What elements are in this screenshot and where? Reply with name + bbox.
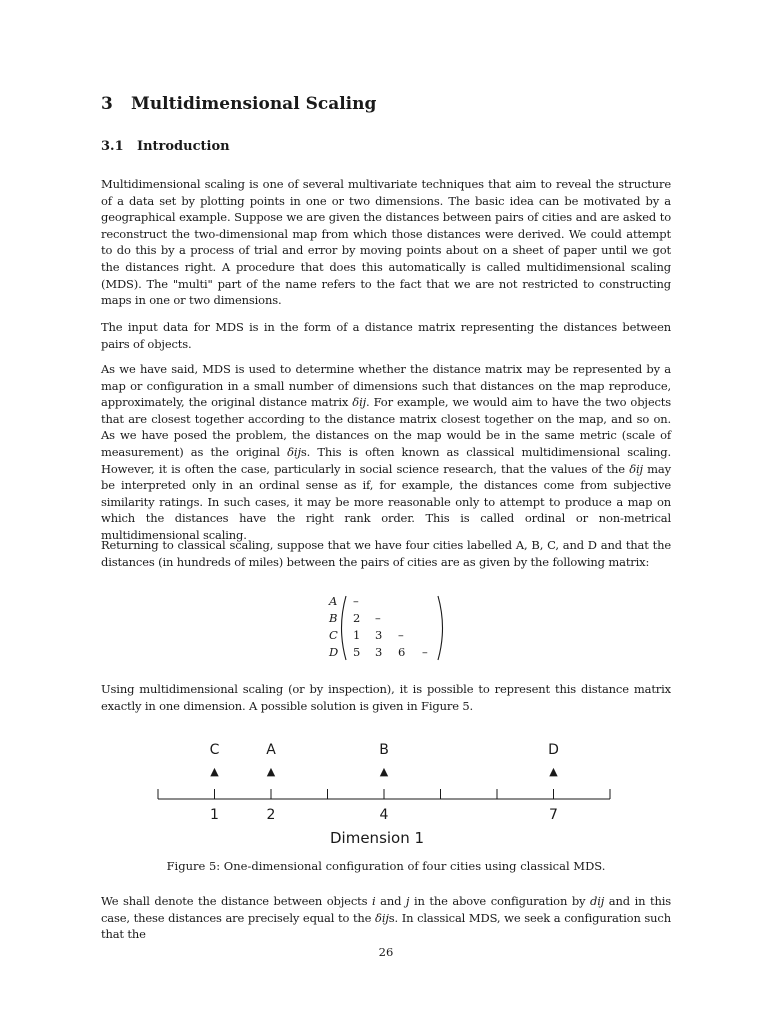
subsection-title: Introduction bbox=[137, 139, 230, 154]
matrix-row-label: D bbox=[329, 645, 339, 659]
tick-label: 4 bbox=[379, 807, 389, 823]
matrix-row-label: C bbox=[329, 628, 338, 642]
paragraph-3-text-d: may be interpreted only in an ordinal sense as if, for example, the distances come from subjective similarity ratings. In such cases, it may be more reasonable only to attempt to produce a map on which the distances have the right rank order. This is called ordinal or non-metrical multidimensional scaling. bbox=[101, 461, 671, 542]
delta-ij-symbol: δij bbox=[375, 910, 389, 925]
figure-5-configuration bbox=[150, 738, 620, 854]
figure-caption: Figure 5: One-dimensional configuration of four cities using classical MDS. bbox=[166, 859, 606, 873]
delta-ij-symbol: δij bbox=[287, 444, 301, 459]
matrix-cell: 2 bbox=[353, 611, 361, 625]
paragraph-1: Multidimensional scaling is one of several multivariate techniques that aim to reveal the structure of a data set by plotting points in one or two dimensions. The basic idea can be motivated by a geographical example. Suppose we are given the distances between pairs of cities and are asked to reconstruct the two-dimensional map from which those distances were derived. We could attempt to do this by a process of trial and error by moving points about on a sheet of paper until we got the distances right. A procedure that does this automatically is called multidimensional scaling (MDS). The "multi" part of the name refers to the fact that we are not restricted to constructing maps in one or two dimensions. bbox=[101, 177, 671, 308]
delta-ij-symbol: δij bbox=[352, 395, 367, 410]
paragraph-3-text-a: As we have said, MDS is used to determine whether the distance matrix may be represented by a map or configuration in a small number of dimensions such that distances on the map reproduce, approximately, the original distance matrix bbox=[101, 362, 671, 410]
paragraph-3 bbox=[101, 361, 671, 544]
subsection-number: 3.1 bbox=[101, 139, 124, 154]
matrix-brackets bbox=[326, 592, 461, 664]
matrix-cell: 6 bbox=[398, 645, 406, 659]
tick-label: 1 bbox=[210, 807, 219, 823]
paragraph-6 bbox=[101, 893, 671, 943]
matrix-cell: 5 bbox=[353, 645, 361, 659]
matrix-cell: 3 bbox=[375, 628, 383, 642]
paragraph-6-text-e: s. In classical MDS, we seek a configuration such that the bbox=[101, 910, 671, 942]
city-marker: ▲ bbox=[379, 765, 389, 778]
city-label: B bbox=[379, 742, 389, 758]
paragraph-2: The input data for MDS is in the form of a distance matrix representing the distances between pairs of objects. bbox=[101, 320, 671, 351]
section-heading bbox=[101, 94, 376, 114]
matrix-cell: – bbox=[375, 611, 381, 625]
paragraph-4: Returning to classical scaling, suppose that we have four cities labelled A, B, C, and D and that the distances (in hundreds of miles) between the pairs of cities are as given by the following matrix: bbox=[101, 538, 671, 569]
paragraph-6-text-a: We shall denote the distance between objects bbox=[101, 894, 372, 908]
distance-dij-symbol: dij bbox=[590, 894, 605, 908]
paragraph-3-text-c: s. This is often known as classical multidimensional scaling. However, it is often the case, particularly in social science research, that the values of the bbox=[101, 444, 671, 476]
paragraph-6-text-b: and bbox=[375, 894, 406, 908]
city-marker: ▲ bbox=[266, 765, 276, 778]
index-i: i bbox=[371, 894, 376, 908]
matrix-cell: – bbox=[422, 645, 428, 659]
section-number: 3 bbox=[101, 94, 113, 114]
paragraph-3-text-b: . For example, we would aim to have the two objects that are closest together according to the distance matrix closest together on the map, and so on. As we have posed the problem, the distances on the map would be in the same metric (scale of measurement) as the original bbox=[101, 395, 671, 459]
matrix-row-label: B bbox=[329, 611, 338, 625]
tick-label: 7 bbox=[549, 807, 558, 823]
paragraph-5: Using multidimensional scaling (or by inspection), it is possible to represent this distance matrix exactly in one dimension. A possible solution is given in Figure 5. bbox=[101, 682, 671, 713]
axis-title: Dimension 1 bbox=[330, 829, 425, 847]
subsection-heading bbox=[101, 139, 230, 154]
tick-label: 2 bbox=[266, 807, 276, 823]
paragraph-6-text-d: and in this case, these distances are precisely equal to the bbox=[101, 894, 672, 925]
matrix-cell: 1 bbox=[353, 628, 361, 642]
city-label: D bbox=[548, 742, 559, 758]
matrix-cell: – bbox=[398, 628, 404, 642]
index-j: j bbox=[405, 894, 410, 908]
delta-ij-symbol: δij bbox=[629, 461, 643, 476]
paragraph-6-text-c: in the above configuration by bbox=[409, 894, 591, 908]
matrix-cell: 3 bbox=[375, 645, 383, 659]
distance-matrix bbox=[326, 592, 461, 664]
city-marker: ▲ bbox=[210, 765, 219, 778]
matrix-row-label: A bbox=[329, 594, 338, 608]
city-label: A bbox=[266, 742, 276, 758]
matrix-cell: – bbox=[353, 594, 359, 608]
city-marker: ▲ bbox=[549, 765, 558, 778]
city-label: C bbox=[209, 742, 220, 758]
page-number: 26 bbox=[378, 945, 394, 959]
section-title: Multidimensional Scaling bbox=[131, 94, 377, 114]
